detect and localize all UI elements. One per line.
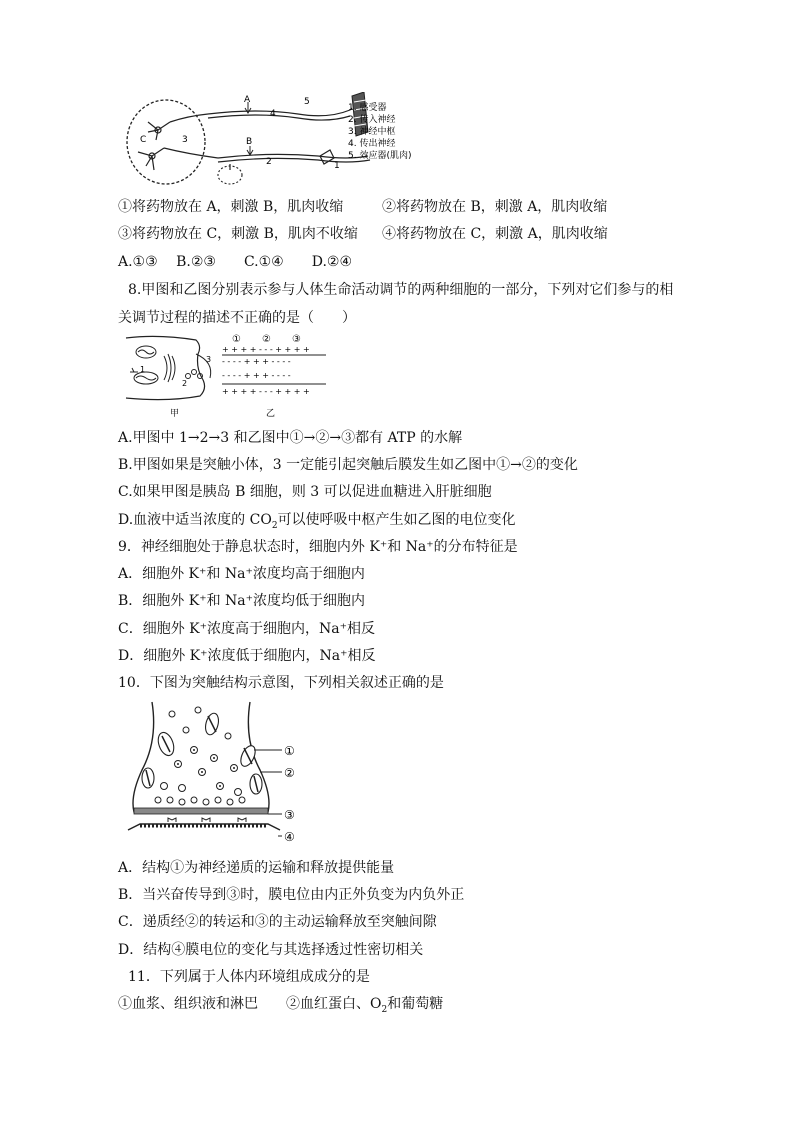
yi-row-4: + + + + - - - + + + +	[222, 387, 310, 396]
vesicles-icon	[186, 370, 203, 379]
golgi-icon	[164, 354, 175, 382]
q8-option-A: A.甲图中 1→2→3 和乙图中①→②→③都有 ATP 的水解	[118, 430, 463, 446]
q11-row-1	[118, 994, 443, 1020]
label-B: B	[246, 137, 253, 147]
label-C: C	[140, 135, 147, 145]
q10-option-A: A．结构①为神经递质的运输和释放提供能量	[118, 860, 395, 876]
q9-option-D: D．细胞外 K⁺浓度低于细胞内，Na⁺相反	[118, 648, 376, 664]
q7-option-2: ②将药物放在 B，刺激 A，肌肉收缩	[382, 199, 608, 215]
q7-row-2	[118, 224, 608, 244]
legend-item-1: 1. 感受器	[348, 103, 387, 113]
mitochondrion-icon	[134, 346, 158, 384]
label-1: 1	[334, 161, 340, 171]
q9-stem: 9．神经细胞处于静息状态时，细胞内外 K⁺和 Na⁺的分布特征是	[118, 539, 518, 555]
q7-option-3: ③将药物放在 C，刺激 B，肌肉不收缩	[118, 226, 358, 242]
q8-option-D-sub: 2	[271, 520, 278, 531]
cell-jia-outline	[126, 336, 205, 399]
callout-4: ④	[284, 830, 295, 844]
label-2: 2	[266, 157, 272, 167]
nerve-fibers	[208, 108, 370, 170]
legend-item-2: 2. 传入神经	[348, 115, 396, 125]
q10-stem: 10．下图为突触结构示意图，下列相关叙述正确的是	[118, 675, 444, 691]
q11-option-2	[286, 994, 443, 1020]
receptor-icons	[168, 818, 246, 822]
callout-3: ③	[284, 808, 295, 822]
presynaptic-membrane	[134, 808, 268, 814]
q8-option-D-pre: D.血液中适当浓度的 CO	[118, 512, 272, 528]
reflex-arc-figure	[118, 92, 448, 188]
q9-option-C: C．细胞外 K⁺浓度高于细胞内，Na⁺相反	[118, 621, 375, 637]
jia-caption: 甲	[170, 409, 180, 419]
yi-marker-3: ③	[292, 334, 301, 345]
label-3: 3	[182, 135, 188, 145]
q11-option-2-pre: ②血红蛋白、O	[286, 996, 382, 1012]
q9-option-B: B．细胞外 K⁺和 Na⁺浓度均低于细胞内	[118, 593, 366, 609]
synapse-figure	[118, 700, 308, 850]
neuron-cluster	[138, 114, 218, 170]
q8-figures	[118, 332, 348, 422]
q7-row-1	[118, 197, 607, 217]
legend-item-4: 4. 传出神经	[348, 139, 396, 149]
jia-num-3: 3	[206, 355, 212, 364]
mitochondria-icon	[142, 712, 262, 794]
q7-choices: A.①③ B.②③ C.①④ D.②④	[118, 254, 352, 270]
q8-stem-line-1: 8.甲图和乙图分别表示参与人体生命活动调节的两种细胞的一部分，下列对它们参与的相	[128, 282, 674, 298]
legend-item-5: 5. 效应器(肌肉)	[348, 151, 412, 161]
yi-row-1: + + + + - - - + + + +	[222, 345, 310, 354]
label-4: 4	[270, 109, 276, 119]
q7-option-4: ④将药物放在 C，刺激 A，肌肉收缩	[382, 226, 608, 242]
q10-option-D: D．结构④膜电位的变化与其选择透过性密切相关	[118, 942, 424, 958]
q8-option-D	[118, 510, 516, 536]
q8-option-D-post: 可以使呼吸中枢产生如乙图的电位变化	[277, 512, 516, 528]
q8-option-B: B.甲图如果是突触小体，3 一定能引起突触后膜发生如乙图中①→②的变化	[118, 457, 578, 473]
label-A: A	[244, 95, 251, 105]
q10-option-B: B．当兴奋传导到③时，膜电位由内正外负变为内负外正	[118, 887, 465, 903]
callout-2: ②	[284, 766, 295, 780]
q11-option-2-sub: 2	[381, 1004, 388, 1015]
legend-item-3: 3. 神经中枢	[348, 127, 396, 137]
yi-marker-2: ②	[262, 334, 271, 345]
label-5: 5	[304, 97, 310, 107]
q7-option-1: ①将药物放在 A，刺激 B，肌肉收缩	[118, 199, 344, 215]
yi-row-3: - - - - + + + - - - -	[222, 371, 291, 380]
jia-num-2: 2	[182, 379, 188, 388]
q11-stem: 11．下列属于人体内环境组成成分的是	[128, 969, 370, 985]
q9-option-A: A．细胞外 K⁺和 Na⁺浓度均高于细胞内	[118, 566, 365, 582]
nerve-center-circle	[127, 100, 205, 184]
yi-caption: 乙	[266, 409, 276, 419]
yi-marker-1: ①	[232, 334, 241, 345]
q10-option-C: C．递质经②的转运和③的主动运输释放至突触间隙	[118, 914, 437, 930]
jia-num-1: 1	[140, 365, 146, 374]
q8-option-C: C.如果甲图是胰岛 B 细胞，则 3 可以促进血糖进入肝脏细胞	[118, 484, 492, 500]
q11-option-1: ①血浆、组织液和淋巴	[118, 996, 258, 1012]
q11-option-2-post: 和葡萄糖	[387, 996, 444, 1012]
callout-1: ①	[284, 744, 295, 758]
q8-stem-line-2: 关调节过程的描述不正确的是（ ）	[118, 310, 356, 326]
yi-row-2: - - - - + + + - - - -	[222, 357, 291, 366]
